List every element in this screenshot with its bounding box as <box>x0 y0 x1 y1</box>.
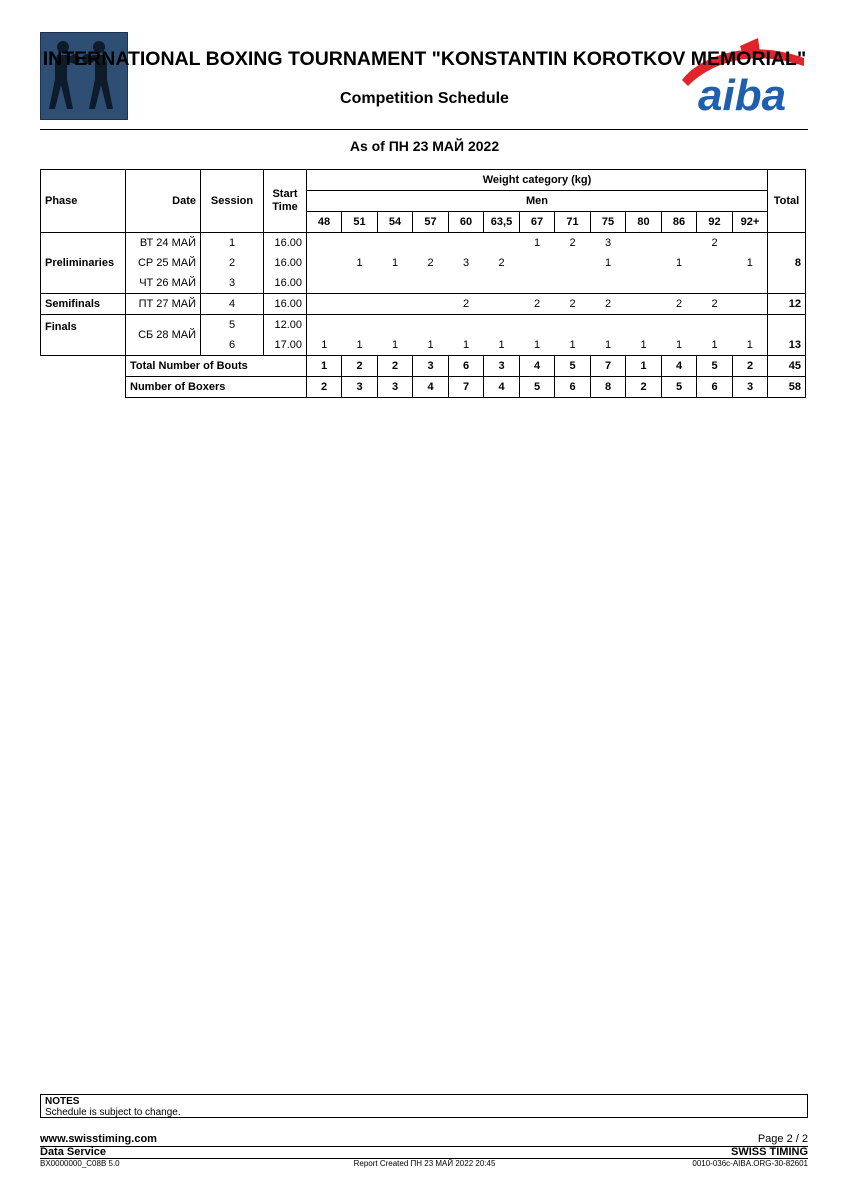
header-weight: 51 <box>342 212 378 233</box>
summary-value: 3 <box>378 377 413 398</box>
header-weight: 80 <box>626 212 662 233</box>
summary-value: 2 <box>307 377 342 398</box>
footer-swiss-timing: SWISS TIMING <box>731 1146 808 1158</box>
schedule-table <box>40 169 806 398</box>
bout-count-cell <box>555 315 591 336</box>
bout-count-cell: 2 <box>662 294 697 315</box>
table-row <box>41 294 806 315</box>
footer-code-right: 0010-036c-AIBA.ORG-30-82601 <box>692 1159 808 1168</box>
summary-value: 4 <box>662 356 697 377</box>
bout-count-cell <box>413 273 449 294</box>
phase-cell: Finals <box>41 315 126 356</box>
date-cell: СР 25 МАЙ <box>137 257 196 269</box>
footer-divider <box>40 1146 808 1147</box>
summary-value: 2 <box>378 356 413 377</box>
summary-label: Total Number of Bouts <box>126 356 307 377</box>
page-subtitle: Competition Schedule <box>340 90 509 107</box>
summary-spacer <box>41 377 126 398</box>
header-weight: 54 <box>378 212 413 233</box>
header-start-time-line2: Time <box>272 201 298 213</box>
summary-value: 5 <box>555 356 591 377</box>
bout-count-cell <box>342 273 378 294</box>
bout-count-cell <box>413 233 449 254</box>
bout-count-cell <box>413 294 449 315</box>
header-gender: Men <box>307 191 768 212</box>
summary-value: 6 <box>697 377 733 398</box>
bout-count-cell <box>449 273 484 294</box>
bout-count-cell: 3 <box>462 257 470 269</box>
bout-count-cell <box>626 233 662 254</box>
bout-count-cell <box>378 273 413 294</box>
session-cell: 3 <box>201 273 264 294</box>
table-row <box>41 253 806 273</box>
bout-count-cell: 1 <box>342 335 378 356</box>
bout-count-cell <box>520 315 555 336</box>
bout-count-cell <box>378 315 413 336</box>
bout-count-cell <box>484 233 520 254</box>
header-start-time-line1: Start <box>272 188 298 200</box>
bout-count-cell <box>307 315 342 336</box>
bout-count-cell: 1 <box>520 233 555 254</box>
summary-value: 3 <box>413 356 449 377</box>
total-cell <box>768 273 806 294</box>
table-row <box>41 233 806 254</box>
summary-value: 2 <box>626 377 662 398</box>
aiba-logo-text: aiba <box>698 71 787 116</box>
bout-count-cell <box>662 233 697 254</box>
header-weight: 75 <box>591 212 626 233</box>
header-weight: 71 <box>555 212 591 233</box>
bout-count-cell: 1 <box>413 335 449 356</box>
page-title: INTERNATIONAL BOXING TOURNAMENT "KONSTANTIN KOROTKOV MEMORIAL" <box>42 48 807 70</box>
bout-count-cell: 1 <box>746 257 753 269</box>
bout-count-cell: 1 <box>378 335 413 356</box>
total-cell: 8 <box>768 253 806 273</box>
bout-count-cell: 1 <box>391 257 399 269</box>
bout-count-cell <box>733 315 768 336</box>
header-weight: 92+ <box>733 212 768 233</box>
summary-total: 45 <box>768 356 806 377</box>
start-time-cell: 16.00 <box>264 233 307 254</box>
bout-count-cell: 1 <box>662 335 697 356</box>
bout-count-cell: 1 <box>591 335 626 356</box>
summary-value: 6 <box>449 356 484 377</box>
bout-count-cell <box>520 253 555 273</box>
summary-value: 1 <box>626 356 662 377</box>
header-weight: 86 <box>662 212 697 233</box>
bout-count-cell <box>662 315 697 336</box>
bout-count-cell <box>307 253 342 273</box>
bout-count-cell <box>555 273 591 294</box>
bout-count-cell <box>697 273 733 294</box>
total-cell <box>768 233 806 254</box>
date-cell: СБ 28 МАЙ <box>126 315 201 356</box>
summary-value: 4 <box>520 356 555 377</box>
header-phase: Phase <box>41 170 126 233</box>
total-cell <box>768 315 806 336</box>
footer-page: Page 2 / 2 <box>757 1133 808 1145</box>
bout-count-cell <box>484 294 520 315</box>
bout-count-cell: 1 <box>697 335 733 356</box>
bout-count-cell: 1 <box>675 257 683 269</box>
summary-value: 5 <box>520 377 555 398</box>
bout-count-cell: 1 <box>555 335 591 356</box>
summary-value: 7 <box>591 356 626 377</box>
bout-count-cell <box>591 273 626 294</box>
summary-value: 3 <box>342 377 378 398</box>
bout-count-cell <box>697 315 733 336</box>
date-cell: ВТ 24 МАЙ <box>126 233 201 254</box>
summary-value: 5 <box>697 356 733 377</box>
total-cell: 12 <box>768 294 806 315</box>
bout-count-cell <box>307 294 342 315</box>
summary-label: Number of Boxers <box>126 377 307 398</box>
bout-count-cell <box>733 273 768 294</box>
header-row-1 <box>41 170 806 191</box>
bout-count-cell: 2 <box>498 257 505 269</box>
bout-count-cell <box>626 253 662 273</box>
bout-count-cell: 1 <box>449 335 484 356</box>
summary-value: 8 <box>591 377 626 398</box>
bout-count-cell: 2 <box>427 257 434 269</box>
summary-value: 3 <box>733 377 768 398</box>
bout-count-cell: 2 <box>555 233 591 254</box>
table-row <box>41 315 806 336</box>
summary-total: 58 <box>768 377 806 398</box>
bout-count-cell <box>662 273 697 294</box>
bout-count-cell <box>626 294 662 315</box>
bout-count-cell <box>626 315 662 336</box>
start-time-cell: 17.00 <box>264 335 307 356</box>
bout-count-cell <box>484 315 520 336</box>
bout-count-cell <box>555 253 591 273</box>
bout-count-cell <box>413 315 449 336</box>
session-cell: 5 <box>201 315 264 336</box>
header-divider <box>40 129 808 130</box>
bout-count-cell <box>697 253 733 273</box>
summary-spacer <box>41 356 126 377</box>
bout-count-cell <box>591 315 626 336</box>
header-weight: 67 <box>520 212 555 233</box>
header-weight: 92 <box>697 212 733 233</box>
phase-cell: Preliminaries <box>41 233 126 294</box>
bout-count-cell: 2 <box>697 233 733 254</box>
bout-count-cell: 1 <box>356 257 363 269</box>
session-cell: 6 <box>201 335 264 356</box>
session-cell: 4 <box>201 294 264 315</box>
start-time-cell: 16.00 <box>264 253 307 273</box>
table-row <box>41 273 806 294</box>
bout-count-cell <box>733 233 768 254</box>
notes-box <box>40 1094 808 1118</box>
summary-value: 4 <box>413 377 449 398</box>
start-time-cell: 12.00 <box>264 315 307 336</box>
bout-count-cell: 1 <box>733 335 768 356</box>
summary-row <box>41 356 806 377</box>
bout-count-cell: 2 <box>697 294 733 315</box>
bout-count-cell: 3 <box>591 233 626 254</box>
session-cell: 1 <box>201 233 264 254</box>
bout-count-cell <box>342 233 378 254</box>
date-cell: ЧТ 26 МАЙ <box>126 273 201 294</box>
header-session: Session <box>201 170 264 233</box>
bout-count-cell <box>307 233 342 254</box>
header-start-time <box>264 170 307 233</box>
footer-website[interactable]: www.swisstiming.com <box>40 1133 157 1145</box>
bout-count-cell: 1 <box>520 335 555 356</box>
bout-count-cell: 2 <box>591 294 626 315</box>
summary-value: 1 <box>307 356 342 377</box>
bout-count-cell: 2 <box>555 294 591 315</box>
bout-count-cell <box>342 315 378 336</box>
total-cell: 13 <box>768 335 806 356</box>
bout-count-cell <box>378 233 413 254</box>
bout-count-cell <box>449 233 484 254</box>
phase-cell: Semifinals <box>41 294 126 315</box>
notes-heading: NOTES <box>45 1096 80 1107</box>
bout-count-cell <box>520 273 555 294</box>
footer-report-created: Report Created ПН 23 МАЙ 2022 20:45 <box>353 1159 496 1168</box>
summary-value: 7 <box>449 377 484 398</box>
footer-data-service: Data Service <box>40 1146 107 1158</box>
summary-value: 3 <box>484 356 520 377</box>
summary-row <box>41 377 806 398</box>
date-cell: ПТ 27 МАЙ <box>126 294 201 315</box>
bout-count-cell: 2 <box>520 294 555 315</box>
header-weight-category: Weight category (kg) <box>307 170 768 191</box>
header-weight: 60 <box>449 212 484 233</box>
bout-count-cell: 1 <box>484 335 520 356</box>
summary-value: 2 <box>733 356 768 377</box>
as-of-date: As of ПН 23 МАЙ 2022 <box>349 138 500 154</box>
bout-count-cell <box>307 273 342 294</box>
bout-count-cell: 1 <box>307 335 342 356</box>
bout-count-cell: 1 <box>604 257 612 269</box>
bout-count-cell <box>626 273 662 294</box>
bout-count-cell <box>449 315 484 336</box>
summary-value: 5 <box>662 377 697 398</box>
bout-count-cell: 2 <box>449 294 484 315</box>
notes-text: Schedule is subject to change. <box>45 1107 181 1118</box>
header-weight: 57 <box>413 212 449 233</box>
header-weight: 48 <box>307 212 342 233</box>
start-time-cell: 16.00 <box>264 273 307 294</box>
bout-count-cell: 1 <box>626 335 662 356</box>
header-total: Total <box>768 170 806 233</box>
summary-value: 2 <box>342 356 378 377</box>
header-weight: 63,5 <box>484 212 520 233</box>
footer-code-left: BX0000000_C08B 5.0 <box>40 1159 120 1168</box>
session-cell: 2 <box>201 253 264 273</box>
bout-count-cell <box>484 273 520 294</box>
bout-count-cell <box>378 294 413 315</box>
bout-count-cell <box>342 294 378 315</box>
bout-count-cell <box>733 294 768 315</box>
header-date: Date <box>126 170 201 233</box>
summary-value: 6 <box>555 377 591 398</box>
summary-value: 4 <box>484 377 520 398</box>
start-time-cell: 16.00 <box>264 294 307 315</box>
